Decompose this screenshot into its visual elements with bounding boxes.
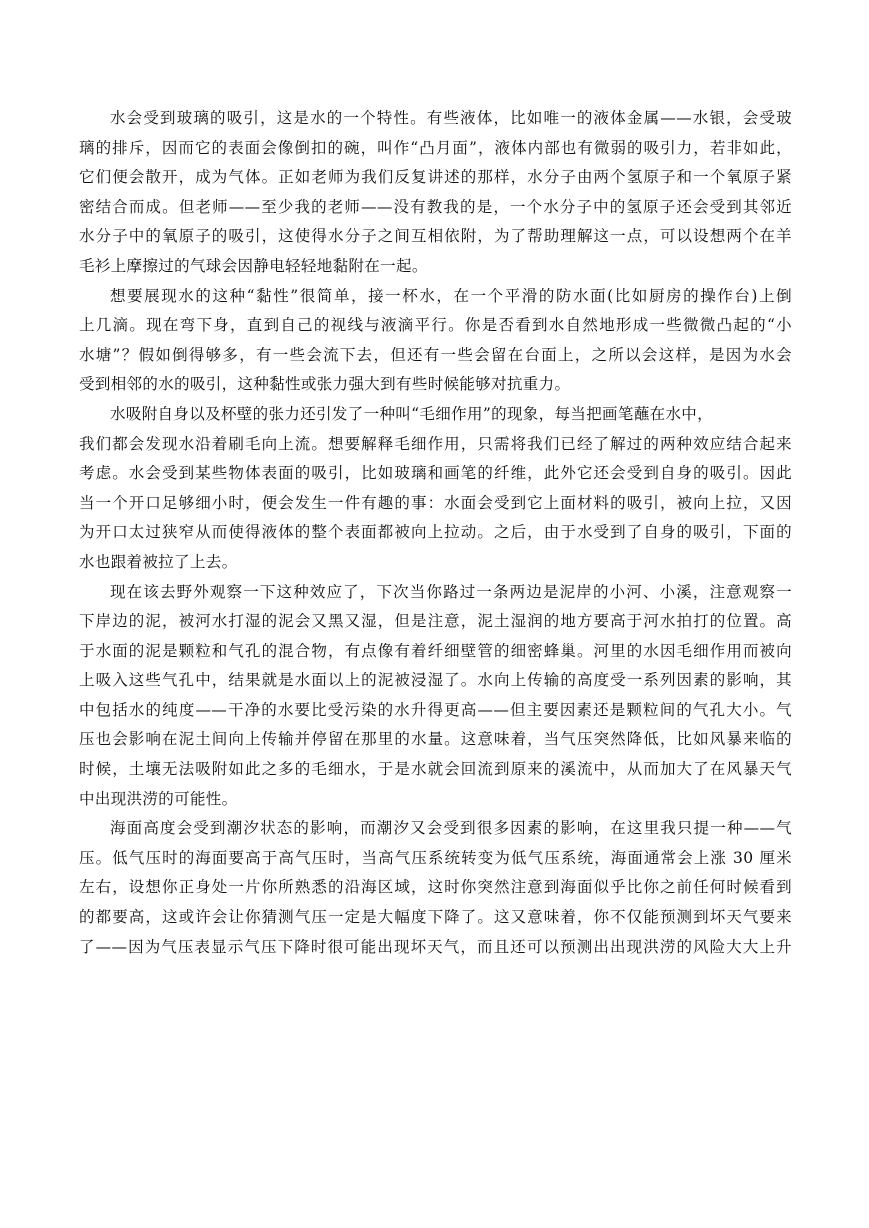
text-line: 它们便会散开，成为气体。正如老师为我们反复讲述的那样，水分子由两个氢原子和一个氧原子紧 xyxy=(79,168,792,187)
text-line: 压也会影响在泥土间向上传输并停留在那里的水量。这意味着，当气压突然降低，比如风暴来临的 xyxy=(79,730,792,749)
text-line: 为开口太过狭窄从而使得液体的整个表面都被向上拉动。之后，由于水受到了自身的吸引，下面的 xyxy=(79,523,792,542)
text-line: 了——因为气压表显示气压下降时很可能出现坏天气，而且还可以预测出出现洪涝的风险大大上升 xyxy=(79,937,792,956)
document-page xyxy=(79,104,792,1184)
text-line: 考虑。水会受到某些物体表面的吸引，比如玻璃和画笔的纤维，此外它还会受到自身的吸引。因此 xyxy=(79,464,792,483)
text-line: 中包括水的纯度——干净的水要比受污染的水升得更高——但主要因素还是颗粒间的气孔大小。气 xyxy=(79,700,792,719)
text-line: 现在该去野外观察一下这种效应了，下次当你路过一条两边是泥岸的小河、小溪，注意观察一 xyxy=(110,582,792,601)
text-line: 水也跟着被拉了上去。 xyxy=(79,552,238,571)
paragraph-5 xyxy=(79,814,792,962)
text-line: 水会受到玻璃的吸引，这是水的一个特性。有些液体，比如唯一的液体金属——水银，会受玻 xyxy=(110,109,792,127)
text-line: 下岸边的泥，被河水打湿的泥会又黑又湿，但是注意，泥土湿润的地方要高于河水拍打的位置。高 xyxy=(79,612,792,631)
text-line: 压。低气压时的海面要高于高气压时，当高气压系统转变为低气压系统，海面通常会上涨 30 厘米 xyxy=(79,848,792,867)
text-line: 上几滴。现在弯下身，直到自己的视线与液滴平行。你是否看到水自然地形成一些微微凸起的“小 xyxy=(79,316,792,335)
text-line: 璃的排斥，因而它的表面会像倒扣的碗，叫作“凸月面”，液体内部也有微弱的吸引力，若非如此， xyxy=(79,138,792,157)
text-line: 中出现洪涝的可能性。 xyxy=(79,789,238,808)
text-line: 我们都会发现水沿着刷毛向上流。想要解释毛细作用，只需将我们已经了解过的两种效应结合起来 xyxy=(79,434,792,453)
paragraph-3 xyxy=(79,400,792,578)
text-line: 水吸附自身以及杯壁的张力还引发了一种叫“毛细作用”的现象，每当把画笔蘸在水中， xyxy=(110,404,714,423)
text-line: 密结合而成。但老师——至少我的老师——没有教我的是，一个水分子中的氢原子还会受到其邻近 xyxy=(79,197,792,216)
text-line: 水塘”？假如倒得够多，有一些会流下去，但还有一些会留在台面上，之所以会这样，是因为水会 xyxy=(79,345,792,364)
text-line: 毛衫上摩擦过的气球会因静电轻轻地黏附在一起。 xyxy=(79,256,428,275)
text-line: 海面高度会受到潮汐状态的影响，而潮汐又会受到很多因素的影响，在这里我只提一种——气 xyxy=(110,819,792,838)
text-line: 水分子中的氧原子的吸引，这使得水分子之间互相依附，为了帮助理解这一点，可以设想两个在羊 xyxy=(79,227,792,246)
text-line: 受到相邻的水的吸引，这种黏性或张力强大到有些时候能够对抗重力。 xyxy=(79,375,571,394)
text-line: 上吸入这些气孔中，结果就是水面以上的泥被浸湿了。水向上传输的高度受一系列因素的影响，其 xyxy=(79,671,792,690)
text-line: 时候，土壤无法吸附如此之多的毛细水，于是水就会回流到原来的溪流中，从而加大了在风暴天气 xyxy=(79,760,792,779)
paragraph-4 xyxy=(79,578,792,815)
paragraph-2 xyxy=(79,282,792,400)
text-line: 的都要高，这或许会让你猜测气压一定是大幅度下降了。这又意味着，你不仅能预测到坏天气要来 xyxy=(79,908,792,927)
text-line: 当一个开口足够细小时，便会发生一件有趣的事：水面会受到它上面材料的吸引，被向上拉，又因 xyxy=(79,493,792,512)
text-line: 左右，设想你正身处一片你所熟悉的沿海区域，这时你突然注意到海面似乎比你之前任何时候看到 xyxy=(79,878,792,897)
text-line: 想要展现水的这种“黏性”很简单，接一杯水，在一个平滑的防水面(比如厨房的操作台)上倒 xyxy=(110,286,792,305)
paragraph-1 xyxy=(79,104,792,282)
text-line: 于水面的泥是颗粒和气孔的混合物，有点像有着纤细壁管的细密蜂巢。河里的水因毛细作用而被向 xyxy=(79,641,792,660)
